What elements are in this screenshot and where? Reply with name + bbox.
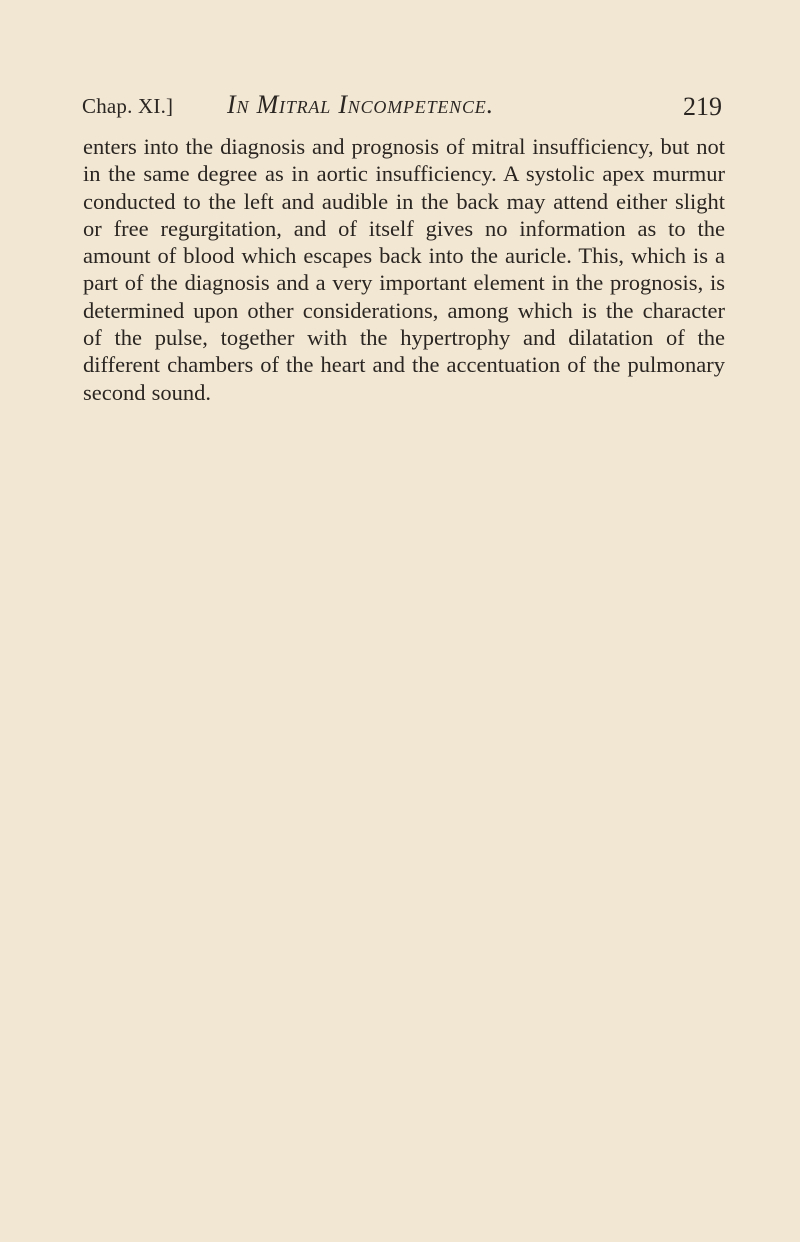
body-paragraph: enters into the diagnosis and prognosis of mitral insufficiency, but not in the same degree as in aortic insufficiency. A systolic apex murmur conducted to the left and audible in the back may attend either slight or free regurgitation, and of itself gives no information as to the amount of blood which escapes back into the auricle. This, which is a part of the diagnosis and a very important element in the prognosis, is determined upon other considerations, among which is the character of the pulse, together with the hypertrophy and dilatation of the different chambers of the heart and the accentuation of the pulmonary second sound. <box>83 134 725 405</box>
running-title: In Mitral Incompetence. <box>227 90 494 119</box>
page-number: 219 <box>683 92 722 121</box>
chapter-label: Chap. XI.] <box>82 94 174 118</box>
running-header <box>82 90 722 126</box>
